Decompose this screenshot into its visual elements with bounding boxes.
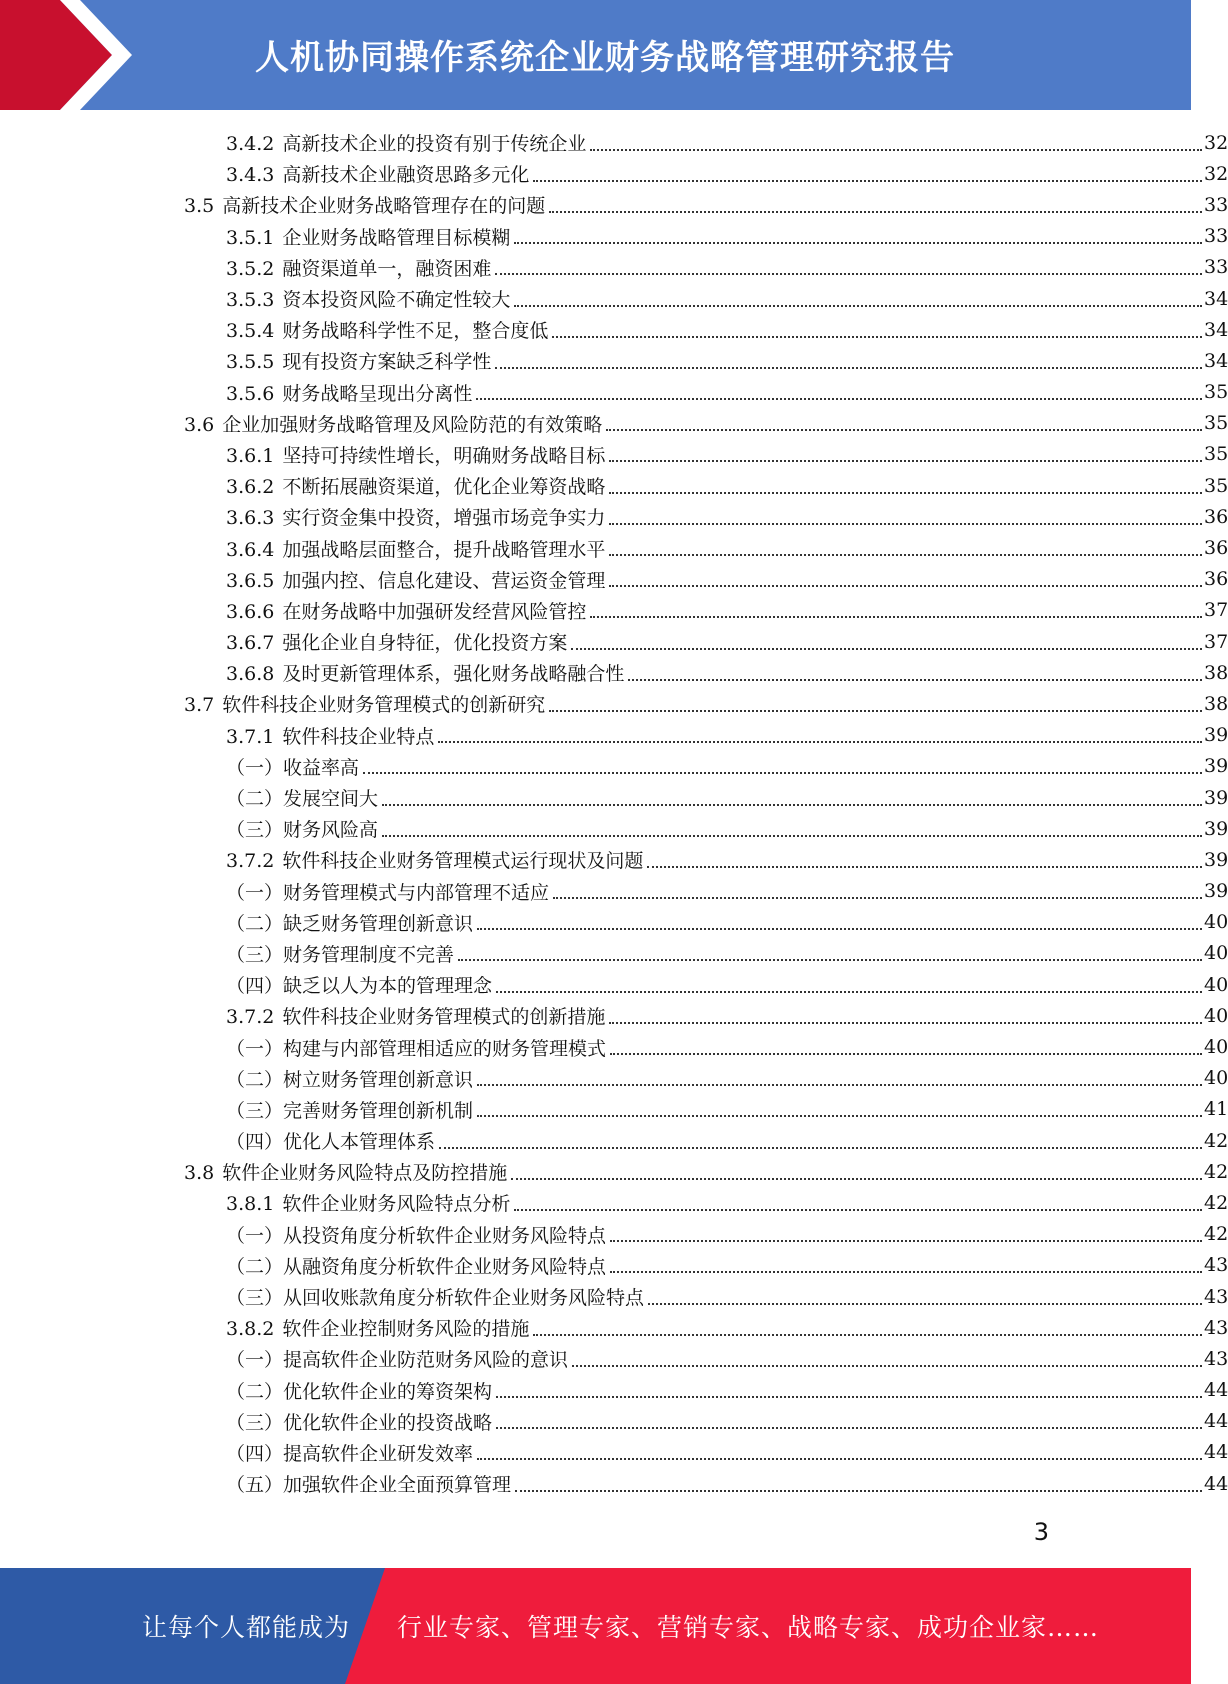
toc-dot-leader: [590, 615, 1202, 618]
toc-dot-leader: [572, 1364, 1202, 1367]
toc-entry-label: [226, 1252, 610, 1279]
page-footer: [0, 1568, 1191, 1684]
toc-entry-label: [226, 1345, 572, 1372]
toc-entry-page: 39: [1204, 786, 1228, 809]
toc-entry-page: 43: [1204, 1254, 1228, 1277]
toc-entry-page: 38: [1204, 692, 1228, 715]
toc-entry-page: 33: [1204, 256, 1228, 279]
toc-dot-leader: [549, 709, 1202, 712]
toc-entry-label: [226, 1034, 610, 1061]
footer-slogan-right: 行业专家、管理专家、营销专家、战略专家、成功企业家……: [397, 1613, 1100, 1642]
toc-entry[interactable]: [0, 1094, 1228, 1125]
toc-entry-number: 3.5.6: [226, 382, 275, 405]
toc-entry-label: [226, 285, 514, 312]
toc-entry-label: [226, 753, 363, 780]
toc-entry[interactable]: [0, 844, 1228, 875]
toc-entry-page: 41: [1204, 1098, 1228, 1121]
toc-entry[interactable]: [0, 1063, 1228, 1094]
toc-entry-title: （二）缺乏财务管理创新意识: [226, 912, 474, 935]
toc-entry-title: 财务战略科学性不足，整合度低: [282, 320, 549, 343]
toc-entry-label: [184, 410, 606, 437]
toc-entry-title: 软件科技企业财务管理模式运行现状及问题: [282, 850, 644, 873]
toc-entry[interactable]: [0, 1000, 1228, 1031]
toc-dot-leader: [496, 1426, 1202, 1429]
toc-entry-title: （五）加强软件企业全面预算管理: [226, 1474, 512, 1497]
toc-entry-page: 43: [1204, 1316, 1228, 1339]
toc-entry-page: 35: [1204, 412, 1228, 435]
toc-entry[interactable]: [0, 1187, 1228, 1218]
toc-entry[interactable]: [0, 969, 1228, 1000]
toc-dot-leader: [439, 1146, 1202, 1149]
toc-entry-label: [226, 535, 609, 562]
toc-entry[interactable]: [0, 1375, 1228, 1406]
toc-entry-page: 40: [1204, 1004, 1228, 1027]
toc-dot-leader: [609, 491, 1202, 494]
toc-entry-label: [226, 659, 628, 686]
page-number: 3: [1033, 1518, 1049, 1546]
toc-entry-title: 资本投资风险不确定性较大: [282, 289, 511, 312]
toc-entry-title: （四）缺乏以人为本的管理理念: [226, 975, 493, 998]
toc-entry-number: 3.7.2: [226, 850, 275, 873]
toc-entry-label: [226, 472, 609, 499]
toc-entry-label: [226, 566, 609, 593]
toc-entry-title: （一）财务管理模式与内部管理不适应: [226, 881, 550, 904]
toc-entry-page: 44: [1204, 1410, 1228, 1433]
toc-dot-leader: [477, 1114, 1202, 1117]
toc-dot-leader: [438, 740, 1202, 743]
toc-entry[interactable]: [0, 1219, 1228, 1250]
toc-dot-leader: [610, 1270, 1202, 1273]
toc-entry-label: [226, 1096, 477, 1123]
toc-entry[interactable]: [0, 1281, 1228, 1312]
toc-entry-title: 软件企业财务风险特点及防控措施: [222, 1162, 508, 1185]
toc-entry[interactable]: [0, 595, 1228, 626]
toc-entry-label: [226, 379, 476, 406]
toc-entry-number: 3.6.7: [226, 632, 275, 655]
toc-dot-leader: [514, 1208, 1202, 1211]
toc-entry-label: [226, 1221, 610, 1248]
toc-entry-page: 35: [1204, 443, 1228, 466]
toc-entry-title: 高新技术企业融资思路多元化: [282, 164, 530, 187]
toc-entry-page: 44: [1204, 1441, 1228, 1464]
toc-entry[interactable]: [0, 408, 1228, 439]
toc-entry-page: 40: [1204, 1036, 1228, 1059]
toc-entry-page: 35: [1204, 381, 1228, 404]
toc-entry[interactable]: [0, 720, 1228, 751]
toc-entry[interactable]: [0, 314, 1228, 345]
toc-entry[interactable]: [0, 626, 1228, 657]
toc-entry-number: 3.6.3: [226, 507, 275, 530]
toc-dot-leader: [495, 366, 1202, 369]
toc-dot-leader: [514, 304, 1202, 307]
toc-entry-page: 42: [1204, 1223, 1228, 1246]
toc-entry-title: 坚持可持续性增长，明确财务战略目标: [282, 444, 606, 467]
toc-entry-label: [226, 1439, 477, 1466]
toc-entry[interactable]: [0, 1437, 1228, 1468]
toc-entry-page: 42: [1204, 1129, 1228, 1152]
toc-entry-title: （二）发展空间大: [226, 788, 379, 811]
toc-entry-number: 3.8: [184, 1162, 215, 1185]
toc-dot-leader: [609, 459, 1202, 462]
toc-dot-leader: [477, 927, 1202, 930]
toc-entry-label: [226, 971, 496, 998]
toc-dot-leader: [496, 1395, 1202, 1398]
toc-entry-page: 39: [1204, 848, 1228, 871]
toc-entry-title: 强化企业自身特征，优化投资方案: [282, 632, 568, 655]
toc-entry-number: 3.6.4: [226, 538, 275, 561]
toc-entry[interactable]: [0, 1125, 1228, 1156]
toc-entry-title: （三）优化软件企业的投资战略: [226, 1411, 493, 1434]
toc-entry-title: 软件科技企业财务管理模式的创新措施: [282, 1006, 606, 1029]
toc-entry-title: 高新技术企业财务战略管理存在的问题: [222, 195, 546, 218]
toc-entry[interactable]: [0, 938, 1228, 969]
page-header: [0, 0, 1191, 110]
toc-entry-label: [226, 1283, 648, 1310]
toc-entry-number: 3.4.2: [226, 133, 275, 156]
toc-entry-label: [226, 1314, 533, 1341]
toc-entry-title: 不断拓展融资渠道，优化企业筹资战略: [282, 476, 606, 499]
toc-dot-leader: [477, 1457, 1202, 1460]
toc-dot-leader: [610, 1239, 1202, 1242]
toc-entry-title: 企业财务战略管理目标模糊: [282, 226, 511, 249]
toc-entry-number: 3.4.3: [226, 164, 275, 187]
toc-entry-number: 3.7: [184, 694, 215, 717]
toc-entry-title: （一）提高软件企业防范财务风险的意识: [226, 1349, 569, 1372]
toc-entry[interactable]: [0, 751, 1228, 782]
toc-entry[interactable]: [0, 501, 1228, 532]
toc-entry-number: 3.6.2: [226, 476, 275, 499]
toc-entry-label: [226, 1065, 477, 1092]
toc-dot-leader: [363, 771, 1202, 774]
toc-entry-label: [226, 1408, 496, 1435]
toc-dot-leader: [477, 1083, 1202, 1086]
toc-entry[interactable]: [0, 657, 1228, 688]
toc-entry[interactable]: [0, 1250, 1228, 1281]
toc-entry-page: 43: [1204, 1347, 1228, 1370]
toc-dot-leader: [496, 990, 1202, 993]
toc-entry[interactable]: [0, 252, 1228, 283]
toc-dot-leader: [476, 397, 1202, 400]
toc-dot-leader: [609, 553, 1202, 556]
toc-entry-page: 38: [1204, 661, 1228, 684]
toc-entry-title: 及时更新管理体系，强化财务战略融合性: [282, 663, 625, 686]
toc-dot-leader: [553, 896, 1202, 899]
toc-entry-number: 3.6.5: [226, 569, 275, 592]
toc-entry[interactable]: [0, 813, 1228, 844]
toc-entry-page: 42: [1204, 1160, 1228, 1183]
toc-entry-label: [226, 878, 553, 905]
toc-entry[interactable]: [0, 439, 1228, 470]
toc-entry-label: [226, 1002, 609, 1029]
toc-entry-page: 40: [1204, 942, 1228, 965]
toc-entry-label: [226, 503, 609, 530]
toc-entry-title: （四）提高软件企业研发效率: [226, 1442, 474, 1465]
toc-entry-label: [226, 254, 495, 281]
toc-entry-page: 37: [1204, 630, 1228, 653]
toc-entry-page: 32: [1204, 131, 1228, 154]
toc-entry-title: 软件科技企业财务管理模式的创新研究: [222, 694, 546, 717]
toc-entry[interactable]: [0, 688, 1228, 719]
toc-entry-label: [226, 1470, 515, 1497]
toc-entry-page: 39: [1204, 755, 1228, 778]
toc-dot-leader: [609, 584, 1202, 587]
toc-entry-title: 财务战略呈现出分离性: [282, 382, 473, 405]
toc-entry-page: 32: [1204, 162, 1228, 185]
toc-entry-page: 37: [1204, 599, 1228, 622]
toc-entry-page: 39: [1204, 817, 1228, 840]
toc-entry-page: 40: [1204, 973, 1228, 996]
toc-entry-title: 软件企业财务风险特点分析: [282, 1193, 511, 1216]
toc-dot-leader: [552, 335, 1202, 338]
toc-entry-title: （三）完善财务管理创新机制: [226, 1099, 474, 1122]
toc-entry[interactable]: [0, 189, 1228, 220]
toc-entry-page: 44: [1204, 1472, 1228, 1495]
toc-entry-label: [226, 722, 438, 749]
toc-dot-leader: [609, 1021, 1202, 1024]
toc-entry[interactable]: [0, 221, 1228, 252]
toc-entry-title: （三）财务管理制度不完善: [226, 943, 455, 966]
toc-entry-label: [184, 690, 549, 717]
footer-slogan-left: 让每个人都能成为: [142, 1613, 351, 1642]
toc-entry[interactable]: [0, 127, 1228, 158]
toc-dot-leader: [647, 865, 1202, 868]
toc-entry-title: （一）收益率高: [226, 756, 360, 779]
toc-entry-number: 3.6: [184, 413, 215, 436]
toc-entry[interactable]: [0, 1156, 1228, 1187]
toc-dot-leader: [533, 179, 1202, 182]
toc-dot-leader: [514, 241, 1202, 244]
toc-dot-leader: [609, 522, 1202, 525]
toc-entry-title: 软件科技企业特点: [282, 725, 435, 748]
toc-entry-page: 40: [1204, 1067, 1228, 1090]
toc-entry-title: 实行资金集中投资，增强市场竞争实力: [282, 507, 606, 530]
toc-entry-label: [226, 1189, 514, 1216]
toc-dot-leader: [458, 958, 1202, 961]
toc-entry-title: （三）财务风险高: [226, 819, 379, 842]
toc-dot-leader: [648, 1302, 1202, 1305]
toc-entry[interactable]: [0, 1406, 1228, 1437]
toc-entry-label: [226, 223, 514, 250]
toc-entry-number: 3.7.1: [226, 725, 275, 748]
toc-entry[interactable]: [0, 1312, 1228, 1343]
toc-entry-label: [226, 909, 477, 936]
toc-dot-leader: [606, 428, 1202, 431]
toc-entry-label: [226, 316, 552, 343]
toc-entry-label: [226, 597, 590, 624]
toc-entry-page: 36: [1204, 537, 1228, 560]
toc-dot-leader: [571, 647, 1202, 650]
toc-entry-title: 软件企业控制财务风险的措施: [282, 1318, 530, 1341]
toc-entry-label: [226, 628, 571, 655]
toc-entry-title: 在财务战略中加强研发经营风险管控: [282, 600, 587, 623]
toc-entry-title: 加强战略层面整合，提升战略管理水平: [282, 538, 606, 561]
toc-dot-leader: [515, 1489, 1202, 1492]
toc-entry[interactable]: [0, 283, 1228, 314]
toc-dot-leader: [533, 1333, 1202, 1336]
toc-entry-number: 3.5.3: [226, 289, 275, 312]
toc-entry-page: 35: [1204, 474, 1228, 497]
toc-entry-label: [184, 191, 549, 218]
toc-entry-label: [226, 441, 609, 468]
toc-entry-number: 3.6.6: [226, 600, 275, 623]
toc-entry-number: 3.5.5: [226, 351, 275, 374]
toc-entry-number: 3.5.4: [226, 320, 275, 343]
toc-entry-page: 39: [1204, 724, 1228, 747]
toc-entry[interactable]: [0, 907, 1228, 938]
toc-entry-label: [226, 129, 590, 156]
toc-entry-label: [226, 1127, 439, 1154]
toc-entry-number: 3.8.1: [226, 1193, 275, 1216]
toc-dot-leader: [495, 272, 1202, 275]
toc-entry-page: 34: [1204, 318, 1228, 341]
toc-entry[interactable]: [0, 1031, 1228, 1062]
toc-entry-label: [226, 347, 495, 374]
toc-entry-title: 融资渠道单一，融资困难: [282, 257, 492, 280]
toc-entry-title: 高新技术企业的投资有别于传统企业: [282, 133, 587, 156]
toc-entry[interactable]: [0, 377, 1228, 408]
toc-entry[interactable]: [0, 532, 1228, 563]
toc-dot-leader: [382, 834, 1202, 837]
toc-entry-page: 44: [1204, 1379, 1228, 1402]
toc-entry-title: （四）优化人本管理体系: [226, 1131, 436, 1154]
toc-entry-page: 36: [1204, 505, 1228, 528]
toc-dot-leader: [610, 1052, 1202, 1055]
toc-dot-leader: [382, 803, 1202, 806]
toc-entry-number: 3.6.1: [226, 444, 275, 467]
toc-entry-label: [226, 815, 382, 842]
toc-dot-leader: [590, 148, 1202, 151]
toc-entry-page: 36: [1204, 568, 1228, 591]
toc-entry[interactable]: [0, 158, 1228, 189]
toc-entry-number: 3.8.2: [226, 1318, 275, 1341]
toc-entry[interactable]: [0, 345, 1228, 376]
toc-entry-label: [226, 940, 458, 967]
toc-entry-page: 33: [1204, 193, 1228, 216]
toc-entry-label: [226, 784, 382, 811]
toc-entry-title: 加强内控、信息化建设、营运资金管理: [282, 569, 606, 592]
toc-entry-number: 3.5.2: [226, 257, 275, 280]
toc-entry-page: 34: [1204, 349, 1228, 372]
toc-entry-page: 33: [1204, 225, 1228, 248]
table-of-contents: [0, 127, 1228, 1499]
toc-entry[interactable]: [0, 470, 1228, 501]
toc-entry-number: 3.5: [184, 195, 215, 218]
toc-entry-page: 39: [1204, 880, 1228, 903]
toc-entry-number: 3.7.2: [226, 1006, 275, 1029]
toc-entry[interactable]: [0, 564, 1228, 595]
toc-dot-leader: [549, 210, 1202, 213]
toc-entry-title: （一）构建与内部管理相适应的财务管理模式: [226, 1037, 607, 1060]
report-title: 人机协同操作系统企业财务战略管理研究报告: [255, 37, 955, 78]
toc-entry-title: 企业加强财务战略管理及风险防范的有效策略: [222, 413, 603, 436]
toc-entry[interactable]: [0, 1468, 1228, 1499]
toc-dot-leader: [628, 678, 1202, 681]
toc-entry-number: 3.6.8: [226, 663, 275, 686]
toc-entry-number: 3.5.1: [226, 226, 275, 249]
toc-entry-label: [226, 1377, 496, 1404]
toc-entry-page: 43: [1204, 1285, 1228, 1308]
toc-entry-page: 42: [1204, 1191, 1228, 1214]
toc-entry[interactable]: [0, 782, 1228, 813]
toc-entry-title: （二）从融资角度分析软件企业财务风险特点: [226, 1255, 607, 1278]
toc-entry-title: 现有投资方案缺乏科学性: [282, 351, 492, 374]
toc-entry[interactable]: [0, 1343, 1228, 1374]
toc-entry-page: 34: [1204, 287, 1228, 310]
toc-entry-label: [226, 160, 533, 187]
toc-entry-page: 40: [1204, 911, 1228, 934]
toc-entry-title: （二）树立财务管理创新意识: [226, 1068, 474, 1091]
toc-entry-label: [184, 1158, 511, 1185]
toc-entry[interactable]: [0, 876, 1228, 907]
toc-entry-title: （二）优化软件企业的筹资架构: [226, 1380, 493, 1403]
toc-dot-leader: [511, 1177, 1202, 1180]
toc-entry-label: [226, 846, 647, 873]
toc-entry-title: （一）从投资角度分析软件企业财务风险特点: [226, 1224, 607, 1247]
toc-entry-title: （三）从回收账款角度分析软件企业财务风险特点: [226, 1287, 645, 1310]
